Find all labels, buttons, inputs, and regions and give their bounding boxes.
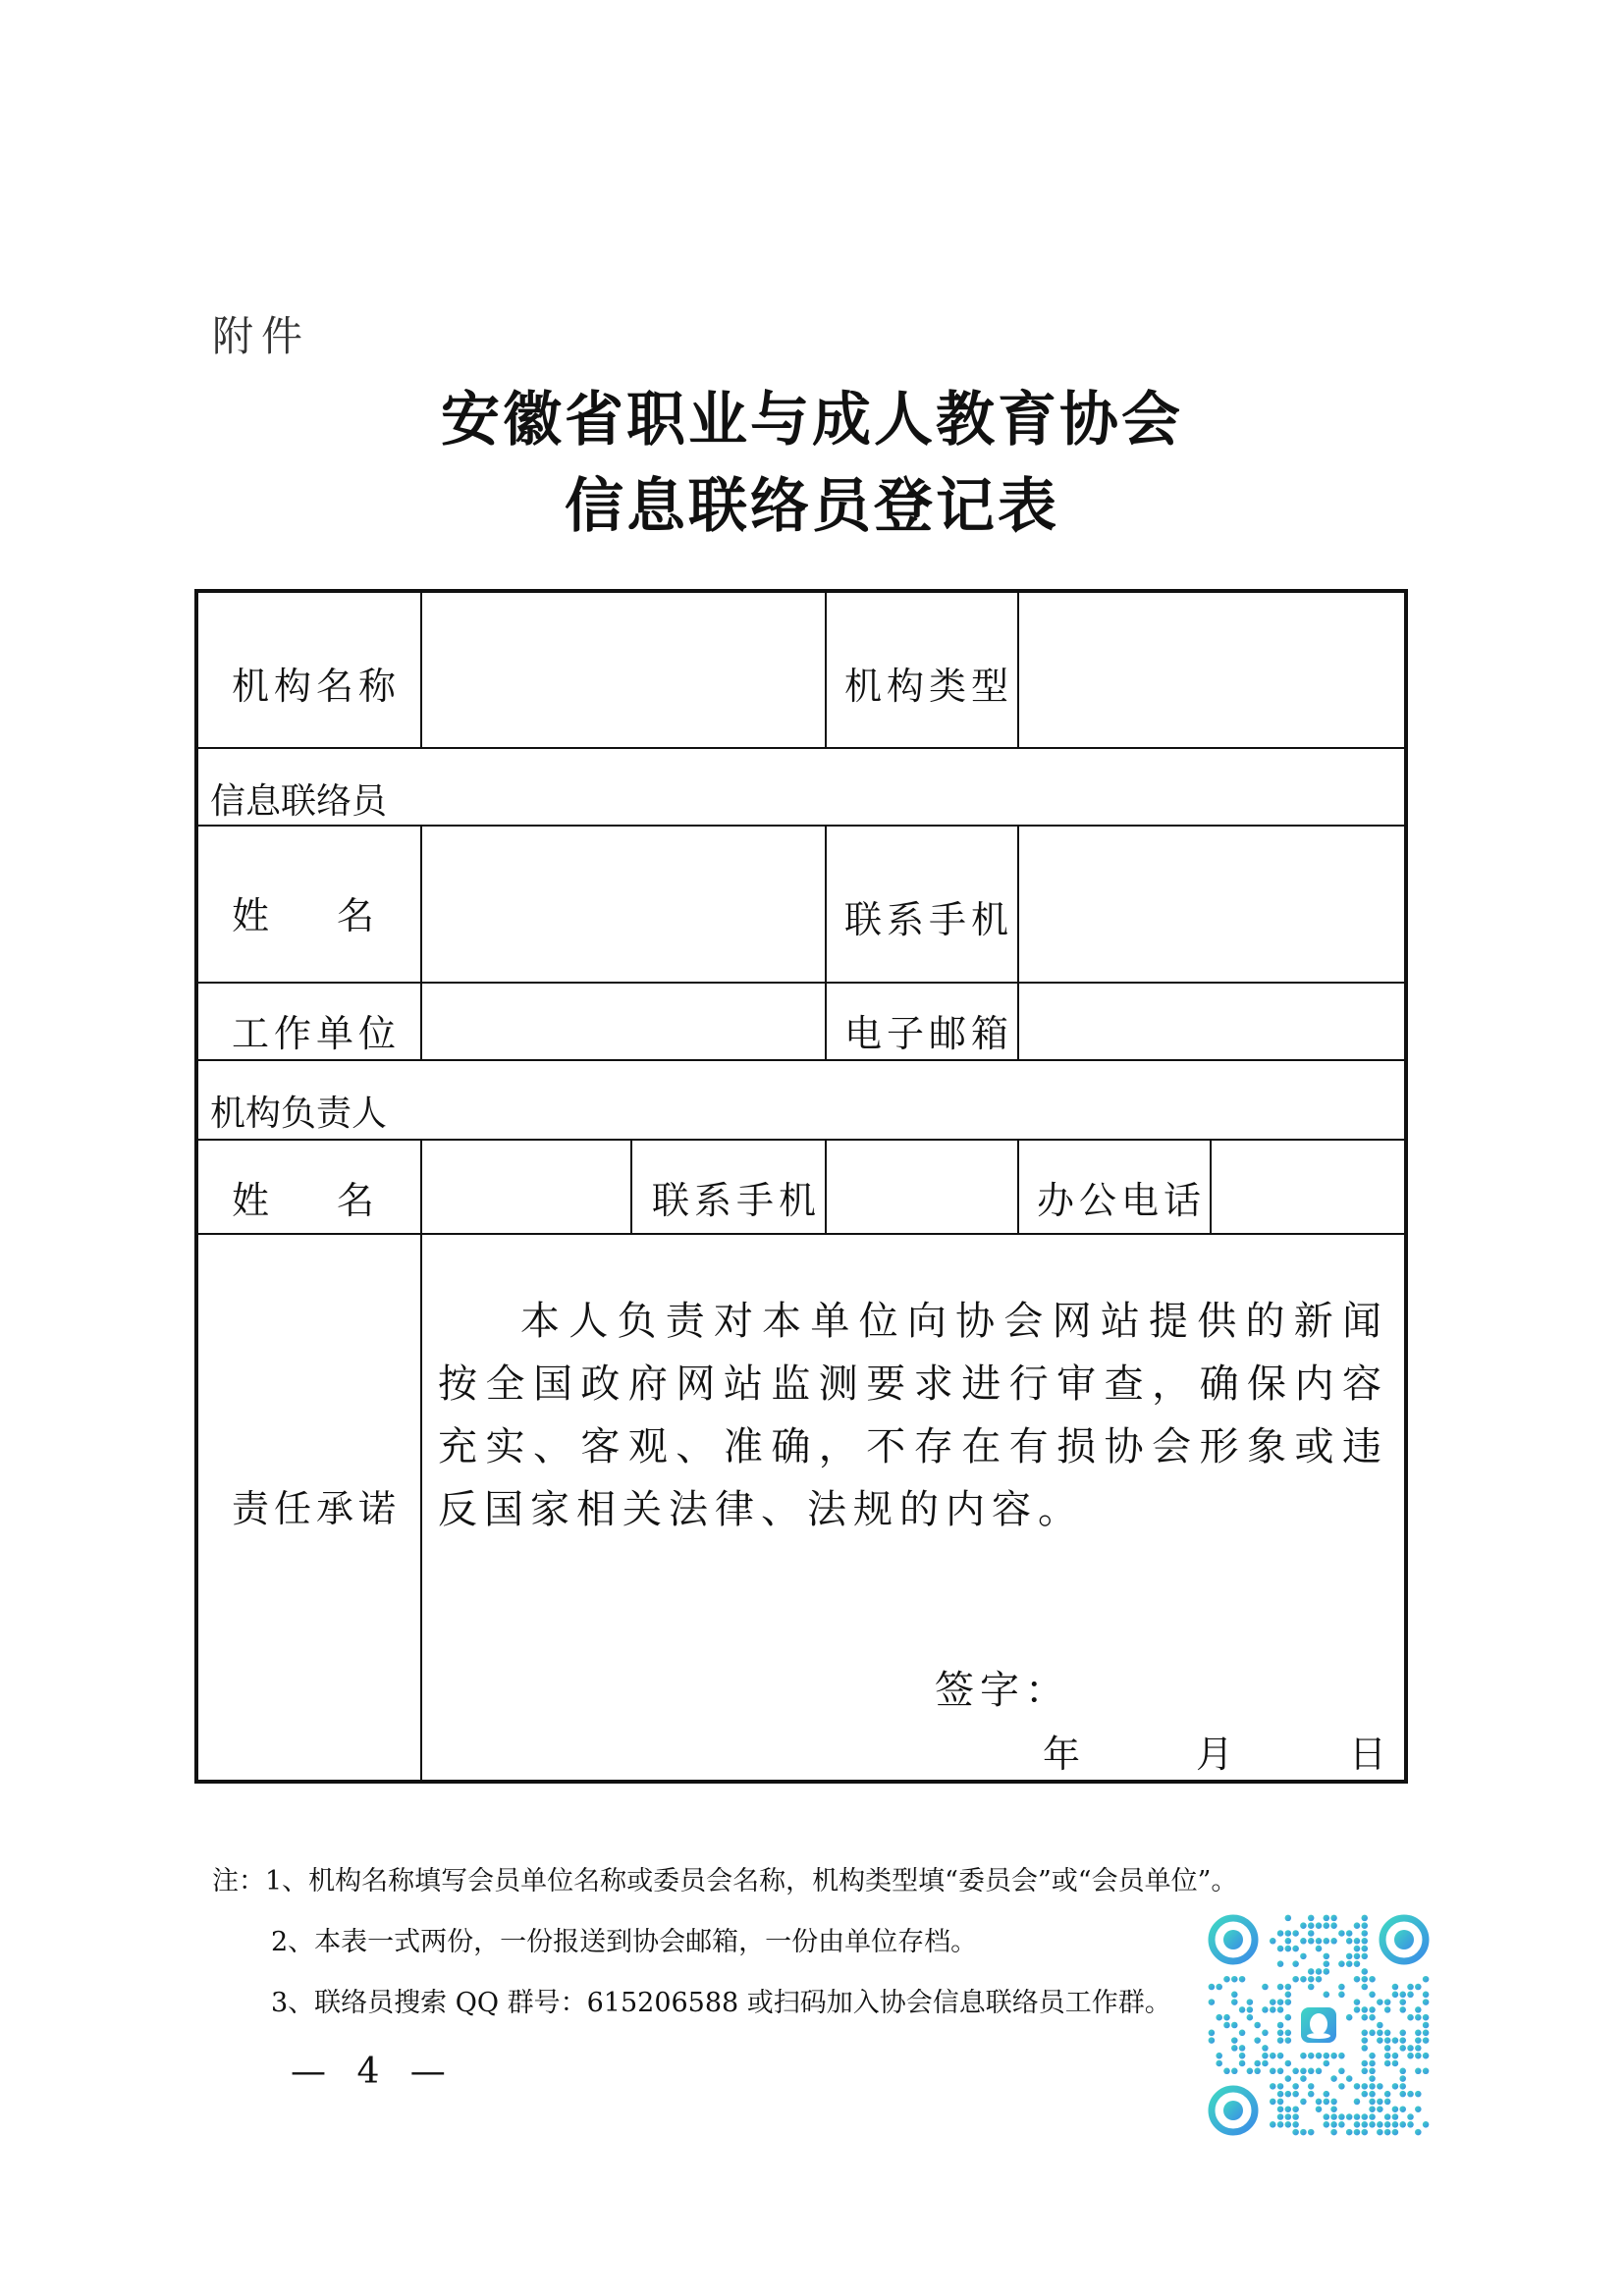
date-day-label: 日 — [1348, 1733, 1386, 1776]
note-2: 2、本表一式两份，一份报送到协会邮箱，一份由单位存档。 — [271, 1927, 978, 1957]
col-line — [1017, 826, 1019, 1060]
org-name-field[interactable] — [424, 593, 823, 746]
table-border-right — [1404, 589, 1408, 1784]
head-office-phone-field[interactable] — [1214, 1142, 1402, 1232]
col-line — [420, 1234, 422, 1782]
qq-group-qr-code — [1208, 1914, 1430, 2136]
col-line — [420, 591, 422, 748]
row-line — [196, 825, 1406, 827]
date-month-label: 月 — [1195, 1733, 1233, 1776]
head-office-phone-label: 办公电话 — [1037, 1179, 1207, 1222]
page-subtitle: 信息联络员登记表 — [565, 472, 1059, 541]
liaison-workplace-label: 工作单位 — [232, 1012, 402, 1055]
liaison-name-label — [232, 885, 379, 939]
responsibility-label: 责任承诺 — [232, 1487, 402, 1530]
col-line — [420, 826, 422, 1060]
signature-label: 签字： — [935, 1668, 1070, 1713]
org-type-field[interactable] — [1021, 593, 1402, 746]
head-mobile-label: 联系手机 — [652, 1179, 822, 1222]
col-line — [825, 826, 827, 1060]
col-line — [1210, 1140, 1212, 1234]
attachment-label: 附件 — [212, 312, 311, 360]
row-line — [196, 1059, 1406, 1061]
liaison-email-label: 电子邮箱 — [844, 1012, 1014, 1055]
liaison-name-label-part: 姓 — [232, 894, 275, 937]
org-type-label: 机构类型 — [844, 665, 1014, 708]
liaison-workplace-field[interactable] — [424, 985, 823, 1058]
qq-penguin-icon — [1297, 2003, 1340, 2047]
head-mobile-field[interactable] — [829, 1142, 1015, 1232]
qr-code-image — [1208, 1914, 1430, 2136]
qr-finder-top-left — [1212, 1918, 1255, 1961]
head-section-heading: 机构负责人 — [210, 1094, 388, 1134]
liaison-name-label-part: 名 — [336, 894, 379, 937]
row-line — [196, 1233, 1406, 1235]
col-line — [825, 1140, 827, 1234]
col-line — [420, 1140, 422, 1234]
row-line — [196, 747, 1406, 749]
row-line — [196, 982, 1406, 984]
page-title: 安徽省职业与成人教育协会 — [441, 386, 1183, 454]
col-line — [630, 1140, 632, 1234]
promise-text: 本人负责对本单位向协会网站提供的新闻按全国政府网站监测要求进行审查，确保内容充实、客观、准确，不存在有损协会形象或违反国家相关法律、法规的内容。 — [438, 1299, 1388, 1532]
col-line — [1017, 1140, 1019, 1234]
liaison-section-heading: 信息联络员 — [210, 781, 388, 822]
liaison-mobile-field[interactable] — [1021, 828, 1402, 981]
note-1: 注：1、机构名称填写会员单位名称或委员会名称，机构类型填“委员会”或“会员单位”。 — [212, 1866, 1238, 1896]
qr-finder-bottom-left — [1212, 2089, 1255, 2132]
table-border-bottom — [194, 1780, 1408, 1784]
head-name-label — [232, 1170, 379, 1224]
qr-finder-top-right — [1382, 1918, 1426, 1961]
head-name-label-part: 姓 — [232, 1179, 275, 1222]
head-name-field[interactable] — [424, 1142, 628, 1232]
page-number: — 4 — — [291, 2052, 456, 2092]
col-line — [1017, 591, 1019, 748]
liaison-email-field[interactable] — [1021, 985, 1402, 1058]
date-year-label: 年 — [1043, 1733, 1081, 1776]
liaison-name-field[interactable] — [424, 828, 823, 981]
col-line — [825, 591, 827, 748]
table-border-left — [194, 589, 198, 1784]
head-name-label-part: 名 — [336, 1179, 379, 1222]
org-name-label: 机构名称 — [232, 665, 402, 708]
note-3: 3、联络员搜索 QQ 群号：615206588 或扫码加入协会信息联络员工作群。 — [271, 1988, 1171, 2018]
liaison-mobile-label: 联系手机 — [844, 898, 1014, 941]
row-line — [196, 1139, 1406, 1141]
signature-field[interactable] — [1051, 1659, 1345, 1714]
date-line — [1043, 1724, 1386, 1778]
